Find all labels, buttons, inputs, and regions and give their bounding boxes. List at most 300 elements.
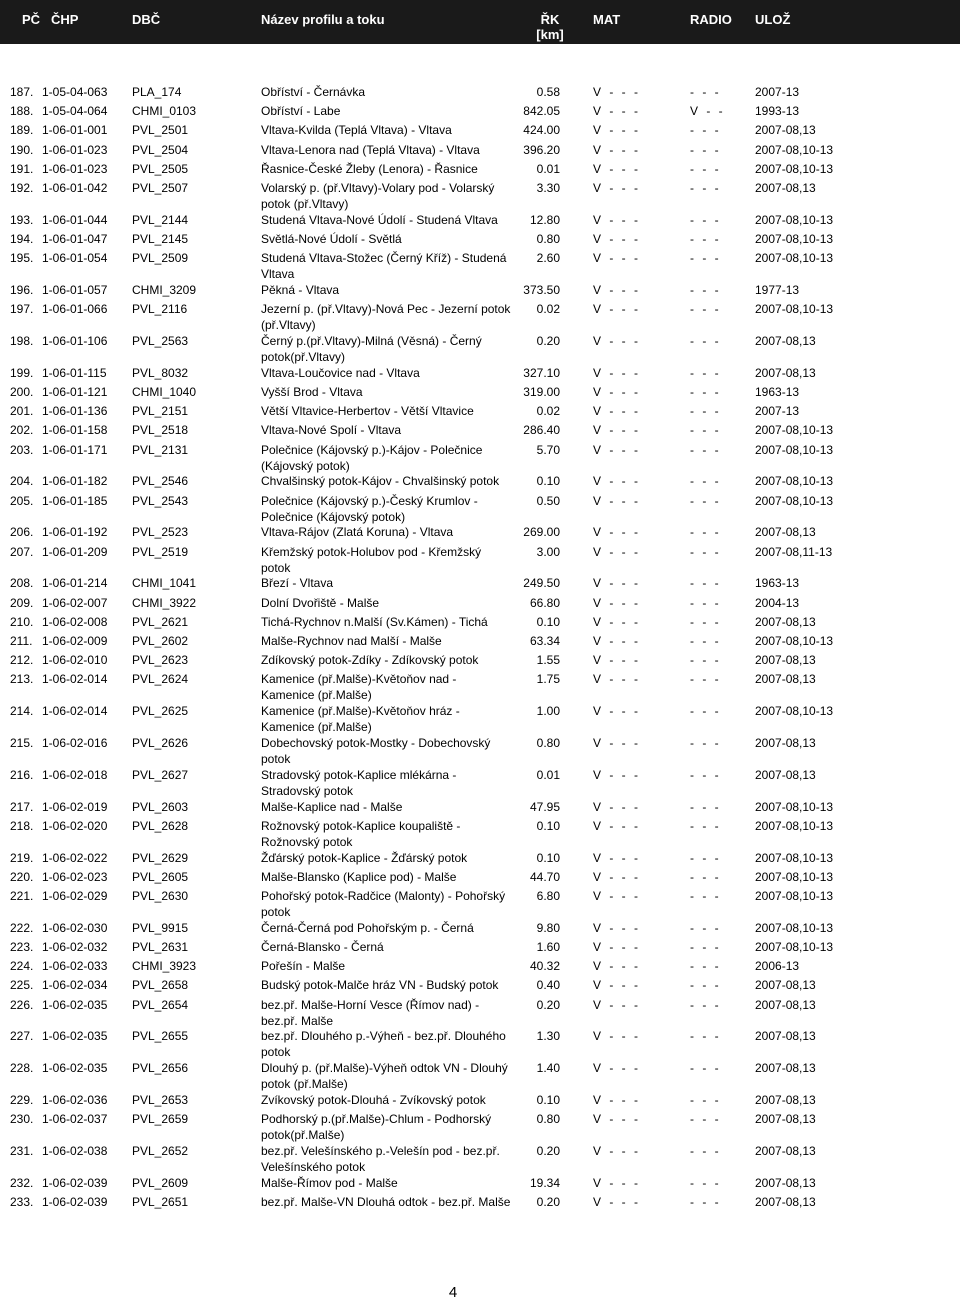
profile-name: Černá-Černá pod Pohořským p. - Černá [261,920,474,935]
uloz-years: 2007-08,13 [755,1029,816,1044]
profile-name: Vltava-Loučovice nad - Vltava [261,365,420,380]
profile-name: Vltava-Rájov (Zlatá Koruna) - Vltava [261,525,454,540]
radio-flags: - - - [690,181,719,195]
mat-flags: V - - - [593,385,638,399]
table-header [0,0,960,44]
mat-flags: V - - - [593,544,638,559]
rk-value: 0.50 [536,493,560,508]
rk-value: 0.20 [536,334,560,348]
mat-flags: V - - - [593,869,638,884]
row-number: 202. [10,423,34,438]
dbc-code: PVL_2504 [132,142,189,157]
profile-name: bez.př. Malše-Horní Vesce (Římov nad) - bez.př. Malše [261,997,480,1028]
mat-flags: V - - - [593,474,638,489]
page-number: 4 [448,1284,458,1301]
rk-value: 842.05 [523,104,560,119]
profile-name: Řasnice-České Žleby (Lenora) - Řasnice [261,161,478,176]
dbc-code: PVL_2507 [132,181,189,195]
chp-code: 1-06-02-036 [42,1093,108,1107]
dbc-code: PVL_2631 [132,940,189,954]
uloz-years: 2007-08,13 [755,365,816,380]
mat-flags: V - - - [593,920,638,935]
dbc-code: PVL_2652 [132,1144,189,1158]
chp-code: 1-06-02-023 [42,869,108,884]
uloz-years: 2007-08,10-13 [755,634,834,648]
rk-value: 0.80 [536,232,560,246]
radio-flags: - - - [690,525,719,540]
row-number: 206. [10,525,34,540]
dbc-code: PVL_2658 [132,978,189,993]
radio-flags: - - - [690,634,719,648]
uloz-years: 2007-08,13 [755,672,816,687]
dbc-code: PVL_2624 [132,672,189,687]
uloz-years: 2007-13 [755,85,800,99]
uloz-years: 2007-08,13 [755,614,816,629]
row-number: 222. [10,920,34,935]
dbc-code: PVL_9915 [132,920,189,935]
row-number: 192. [10,181,34,195]
profile-name: Pěkná - Vltava [261,283,340,297]
uloz-years: 2007-08,10-13 [755,889,834,903]
chp-code: 1-06-02-014 [42,672,108,687]
radio-flags: - - - [690,1195,719,1209]
dbc-code: CHMI_0103 [132,104,197,119]
row-number: 201. [10,404,34,419]
header-name: Název profilu a toku [261,12,385,27]
mat-flags: V - - - [593,212,638,227]
row-number: 204. [10,474,34,489]
header-chp: ČHP [51,12,79,27]
row-number: 228. [10,1061,34,1076]
row-number: 213. [10,672,34,687]
uloz-years: 2007-08,11-13 [755,544,833,559]
mat-flags: V - - - [593,251,638,266]
rk-value: 44.70 [529,869,560,884]
rk-value: 40.32 [529,959,560,974]
uloz-years: 1977-13 [755,283,800,297]
header-rk-line1: ŘK [540,12,560,27]
profile-name: Malše-Římov pod - Malše [261,1175,398,1190]
profile-name: Pohořský potok-Radčice (Malonty) - Pohořský potok [261,889,506,919]
row-number: 209. [10,595,34,610]
mat-flags: V - - - [593,576,638,591]
dbc-code: PVL_2654 [132,997,189,1012]
chp-code: 1-06-01-185 [42,493,108,508]
row-number: 193. [10,212,34,227]
chp-code: 1-06-01-192 [42,525,108,540]
mat-flags: V - - - [593,818,638,833]
dbc-code: PVL_2653 [132,1093,189,1107]
mat-flags: V - - - [593,1093,638,1107]
chp-code: 1-06-02-010 [42,653,108,668]
header-dbc: DBČ [132,12,161,27]
dbc-code: CHMI_3922 [132,595,197,610]
dbc-code: PVL_2145 [132,232,189,246]
profile-name: Vyšší Brod - Vltava [261,385,363,399]
header-radio: RADIO [690,12,732,27]
row-number: 220. [10,869,34,884]
uloz-years: 1963-13 [755,385,800,399]
rk-value: 3.30 [536,181,560,195]
radio-flags: - - - [690,869,719,884]
mat-flags: V - - - [593,889,638,903]
uloz-years: 2007-08,10-13 [755,818,834,833]
mat-flags: V - - - [593,1144,638,1158]
mat-flags: V - - - [593,736,638,750]
rk-value: 66.80 [529,595,560,610]
row-number: 223. [10,940,34,954]
radio-flags: - - - [690,576,719,591]
profile-name: Volarský p. (př.Vltavy)-Volary pod - Volarský potok (př.Vltavy) [261,181,495,211]
dbc-code: PVL_2509 [132,251,189,266]
uloz-years: 2007-08,13 [755,525,816,540]
chp-code: 1-06-02-034 [42,978,108,993]
radio-flags: - - - [690,365,719,380]
profile-name: Obříství - Labe [261,104,341,119]
dbc-code: PVL_2656 [132,1061,189,1076]
chp-code: 1-06-02-033 [42,959,108,974]
row-number: 232. [10,1175,34,1190]
chp-code: 1-05-04-063 [42,85,108,99]
radio-flags: - - - [690,614,719,629]
dbc-code: PVL_2626 [132,736,189,750]
dbc-code: CHMI_3209 [132,283,197,297]
chp-code: 1-06-02-035 [42,997,108,1012]
chp-code: 1-06-02-030 [42,920,108,935]
dbc-code: PVL_2501 [132,123,189,138]
row-number: 194. [10,232,34,246]
mat-flags: V - - - [593,1112,638,1127]
uloz-years: 2007-08,13 [755,1093,816,1107]
radio-flags: - - - [690,653,719,668]
header-rk [528,12,572,42]
row-number: 197. [10,302,34,317]
mat-flags: V - - - [593,799,638,814]
mat-flags: V - - - [593,365,638,380]
mat-flags: V - - - [593,997,638,1012]
mat-flags: V - - - [593,442,638,457]
radio-flags: - - - [690,404,719,419]
profile-name: bez.př. Dlouhého p.-Výheň - bez.př. Dlouhého potok [261,1029,506,1060]
mat-flags: V - - - [593,85,638,99]
mat-flags: V - - - [593,767,638,782]
radio-flags: - - - [690,1144,719,1158]
rk-value: 327.10 [523,365,560,380]
rk-value: 47.95 [529,799,560,814]
uloz-years: 2007-08,10-13 [755,850,834,865]
row-number: 189. [10,123,34,138]
rk-value: 319.00 [523,385,560,399]
radio-flags: - - - [690,799,719,814]
chp-code: 1-06-01-023 [42,161,108,176]
uloz-years: 2007-08,10-13 [755,302,834,317]
row-number: 215. [10,736,34,750]
row-number: 205. [10,493,34,508]
uloz-years: 2007-08,10-13 [755,704,834,719]
row-number: 226. [10,997,34,1012]
mat-flags: V - - - [593,1195,638,1209]
mat-flags: V - - - [593,850,638,865]
row-number: 191. [10,161,34,176]
profile-name: Malše-Kaplice nad - Malše [261,799,403,814]
uloz-years: 2007-08,10-13 [755,423,834,438]
rk-value: 286.40 [523,423,560,438]
mat-flags: V - - - [593,672,638,687]
mat-flags: V - - - [593,959,638,974]
profile-name: Březí - Vltava [261,576,334,591]
profile-name: Vltava-Lenora nad (Teplá Vltava) - Vltava [261,142,480,157]
chp-code: 1-06-01-066 [42,302,108,317]
mat-flags: V - - - [593,1175,638,1190]
rk-value: 0.10 [536,818,560,833]
rk-value: 0.20 [536,997,560,1012]
rk-value: 1.60 [536,940,560,954]
radio-flags: - - - [690,212,719,227]
rk-value: 0.10 [536,1093,560,1107]
uloz-years: 2007-08,13 [755,334,816,348]
row-number: 212. [10,653,34,668]
uloz-years: 2007-08,13 [755,1061,816,1076]
dbc-code: PLA_174 [132,85,182,99]
profile-name: Větší Vltavice-Herbertov - Větší Vltavice [261,404,474,419]
uloz-years: 2007-08,10-13 [755,232,834,246]
rk-value: 0.10 [536,614,560,629]
dbc-code: PVL_2659 [132,1112,189,1127]
chp-code: 1-06-01-182 [42,474,108,489]
radio-flags: - - - [690,251,719,266]
rk-value: 1.40 [536,1061,560,1076]
dbc-code: PVL_2546 [132,474,189,489]
profile-name: Zvíkovský potok-Dlouhá - Zvíkovský potok [261,1093,486,1107]
mat-flags: V - - - [593,653,638,668]
rk-value: 0.10 [536,474,560,489]
dbc-code: PVL_2144 [132,212,189,227]
dbc-code: PVL_2651 [132,1195,189,1209]
header-rk-unit: [km] [536,27,564,42]
row-number: 229. [10,1093,34,1107]
radio-flags: - - - [690,302,719,317]
mat-flags: V - - - [593,1061,638,1076]
uloz-years: 2007-08,13 [755,653,816,668]
rk-value: 9.80 [536,920,560,935]
rk-value: 0.01 [536,161,560,176]
radio-flags: - - - [690,442,719,457]
rk-value: 0.80 [536,736,560,750]
radio-flags: - - - [690,493,719,508]
rk-value: 424.00 [523,123,560,138]
uloz-years: 2004-13 [755,595,800,610]
chp-code: 1-06-01-001 [42,123,108,138]
mat-flags: V - - - [593,978,638,993]
radio-flags: - - - [690,672,719,687]
profile-name: Dlouhý p. (př.Malše)-Výheň odtok VN - Dlouhý potok (př.Malše) [261,1061,508,1092]
uloz-years: 2007-08,10-13 [755,212,834,227]
mat-flags: V - - - [593,104,638,119]
profile-name: Vltava-Nové Spolí - Vltava [261,423,402,438]
uloz-years: 2007-08,13 [755,978,816,993]
dbc-code: PVL_2621 [132,614,189,629]
radio-flags: - - - [690,423,719,438]
chp-code: 1-06-01-044 [42,212,108,227]
mat-flags: V - - - [593,493,638,508]
chp-code: 1-06-02-014 [42,704,108,719]
row-number: 217. [10,799,34,814]
row-number: 196. [10,283,34,297]
uloz-years: 2006-13 [755,959,800,974]
dbc-code: PVL_2602 [132,634,189,648]
chp-code: 1-06-02-039 [42,1195,108,1209]
rk-value: 0.20 [536,1195,560,1209]
radio-flags: - - - [690,1175,719,1190]
chp-code: 1-06-02-009 [42,634,108,648]
radio-flags: - - - [690,544,719,559]
uloz-years: 1963-13 [755,576,800,591]
row-number: 207. [10,544,34,559]
rk-value: 2.60 [536,251,560,266]
dbc-code: PVL_2609 [132,1175,189,1190]
row-number: 188. [10,104,34,119]
row-number: 211. [10,634,33,648]
chp-code: 1-06-01-023 [42,142,108,157]
chp-code: 1-06-02-007 [42,595,108,610]
radio-flags: - - - [690,940,719,954]
dbc-code: PVL_2505 [132,161,189,176]
dbc-code: PVL_2131 [132,442,189,457]
mat-flags: V - - - [593,634,638,648]
uloz-years: 2007-08,10-13 [755,251,834,266]
rk-value: 0.80 [536,1112,560,1127]
chp-code: 1-06-02-038 [42,1144,108,1158]
dbc-code: PVL_2151 [132,404,189,419]
dbc-code: PVL_2523 [132,525,189,540]
profile-name: Studená Vltava-Nové Údolí - Studená Vltava [261,212,498,227]
row-number: 210. [10,614,34,629]
rk-value: 1.55 [536,653,560,668]
profile-name: Kamenice (př.Malše)-Květoňov nad - Kamenice (př.Malše) [261,672,457,703]
chp-code: 1-06-01-106 [42,334,108,348]
dbc-code: PVL_2518 [132,423,189,438]
rk-value: 12.80 [529,212,560,227]
rk-value: 1.30 [536,1029,560,1044]
row-number: 200. [10,385,34,399]
uloz-years: 2007-08,10-13 [755,474,834,489]
radio-flags: - - - [690,1112,719,1127]
dbc-code: PVL_2629 [132,850,189,865]
radio-flags: - - - [690,334,719,348]
chp-code: 1-06-02-019 [42,799,108,814]
rk-value: 0.01 [536,767,560,782]
radio-flags: - - - [690,474,719,489]
chp-code: 1-06-01-047 [42,232,108,246]
radio-flags: - - - [690,142,719,157]
radio-flags: - - - [690,595,719,610]
row-number: 203. [10,442,34,457]
row-number: 208. [10,576,34,591]
mat-flags: V - - - [593,404,638,419]
uloz-years: 2007-08,10-13 [755,493,834,508]
mat-flags: V - - - [593,181,638,195]
dbc-code: CHMI_1041 [132,576,197,591]
radio-flags: - - - [690,889,719,903]
rk-value: 0.20 [536,1144,560,1158]
dbc-code: PVL_2563 [132,334,189,348]
mat-flags: V - - - [593,423,638,438]
chp-code: 1-06-02-037 [42,1112,108,1127]
radio-flags: - - - [690,704,719,719]
uloz-years: 2007-13 [755,404,800,419]
radio-flags: V - - [690,104,723,119]
uloz-years: 2007-08,10-13 [755,161,834,176]
radio-flags: - - - [690,1029,719,1044]
mat-flags: V - - - [593,525,638,540]
radio-flags: - - - [690,1093,719,1107]
chp-code: 1-06-01-171 [42,442,108,457]
profile-name: Tichá-Rychnov n.Malší (Sv.Kámen) - Tichá [261,614,488,629]
profile-name: Vltava-Kvilda (Teplá Vltava) - Vltava [261,123,452,138]
uloz-years: 2007-08,10-13 [755,142,834,157]
mat-flags: V - - - [593,161,638,176]
chp-code: 1-06-01-136 [42,404,108,419]
mat-flags: V - - - [593,283,638,297]
radio-flags: - - - [690,736,719,750]
chp-code: 1-06-01-209 [42,544,108,559]
radio-flags: - - - [690,1061,719,1076]
dbc-code: PVL_2627 [132,767,189,782]
rk-value: 63.34 [529,634,560,648]
header-mat: MAT [593,12,621,27]
profile-name: Polečnice (Kájovský p.)-Kájov - Polečnice (Kájovský potok) [261,442,483,473]
profile-name: Dobechovský potok-Mostky - Dobechovský potok [261,736,491,766]
profile-name: Podhorský p.(př.Malše)-Chlum - Podhorský potok(př.Malše) [261,1112,492,1143]
radio-flags: - - - [690,767,719,782]
profile-name: Obříství - Černávka [261,85,366,99]
chp-code: 1-06-02-039 [42,1175,108,1190]
radio-flags: - - - [690,161,719,176]
chp-code: 1-06-02-016 [42,736,108,750]
header-pc: PČ [22,12,41,27]
radio-flags: - - - [690,920,719,935]
radio-flags: - - - [690,978,719,993]
row-number: 199. [10,365,34,380]
rk-value: 0.02 [536,302,560,317]
row-number: 219. [10,850,34,865]
row-number: 216. [10,767,34,782]
uloz-years: 2007-08,13 [755,1112,816,1127]
radio-flags: - - - [690,283,719,297]
radio-flags: - - - [690,85,719,99]
row-number: 225. [10,978,34,993]
chp-code: 1-06-02-035 [42,1061,108,1076]
header-uloz: ULOŽ [755,12,791,27]
row-number: 231. [10,1144,34,1158]
profile-name: Křemžský potok-Holubov pod - Křemžský potok [261,544,482,575]
rk-value: 0.40 [536,978,560,993]
uloz-years: 2007-08,10-13 [755,940,834,954]
row-number: 190. [10,142,34,157]
radio-flags: - - - [690,385,719,399]
profile-name: Chvalšinský potok-Kájov - Chvalšinský potok [261,474,500,489]
chp-code: 1-06-02-035 [42,1029,108,1044]
dbc-code: PVL_2628 [132,818,189,833]
rk-value: 1.00 [536,704,560,719]
uloz-years: 2007-08,10-13 [755,442,834,457]
row-number: 230. [10,1112,34,1127]
profile-name: Černá-Blansko - Černá [261,940,384,954]
rk-value: 396.20 [523,142,560,157]
uloz-years: 2007-08,13 [755,1195,816,1209]
profile-name: Černý p.(př.Vltavy)-Milná (Věsná) - Černý potok(př.Vltavy) [261,334,482,364]
profile-name: Dolní Dvořiště - Malše [261,595,380,610]
